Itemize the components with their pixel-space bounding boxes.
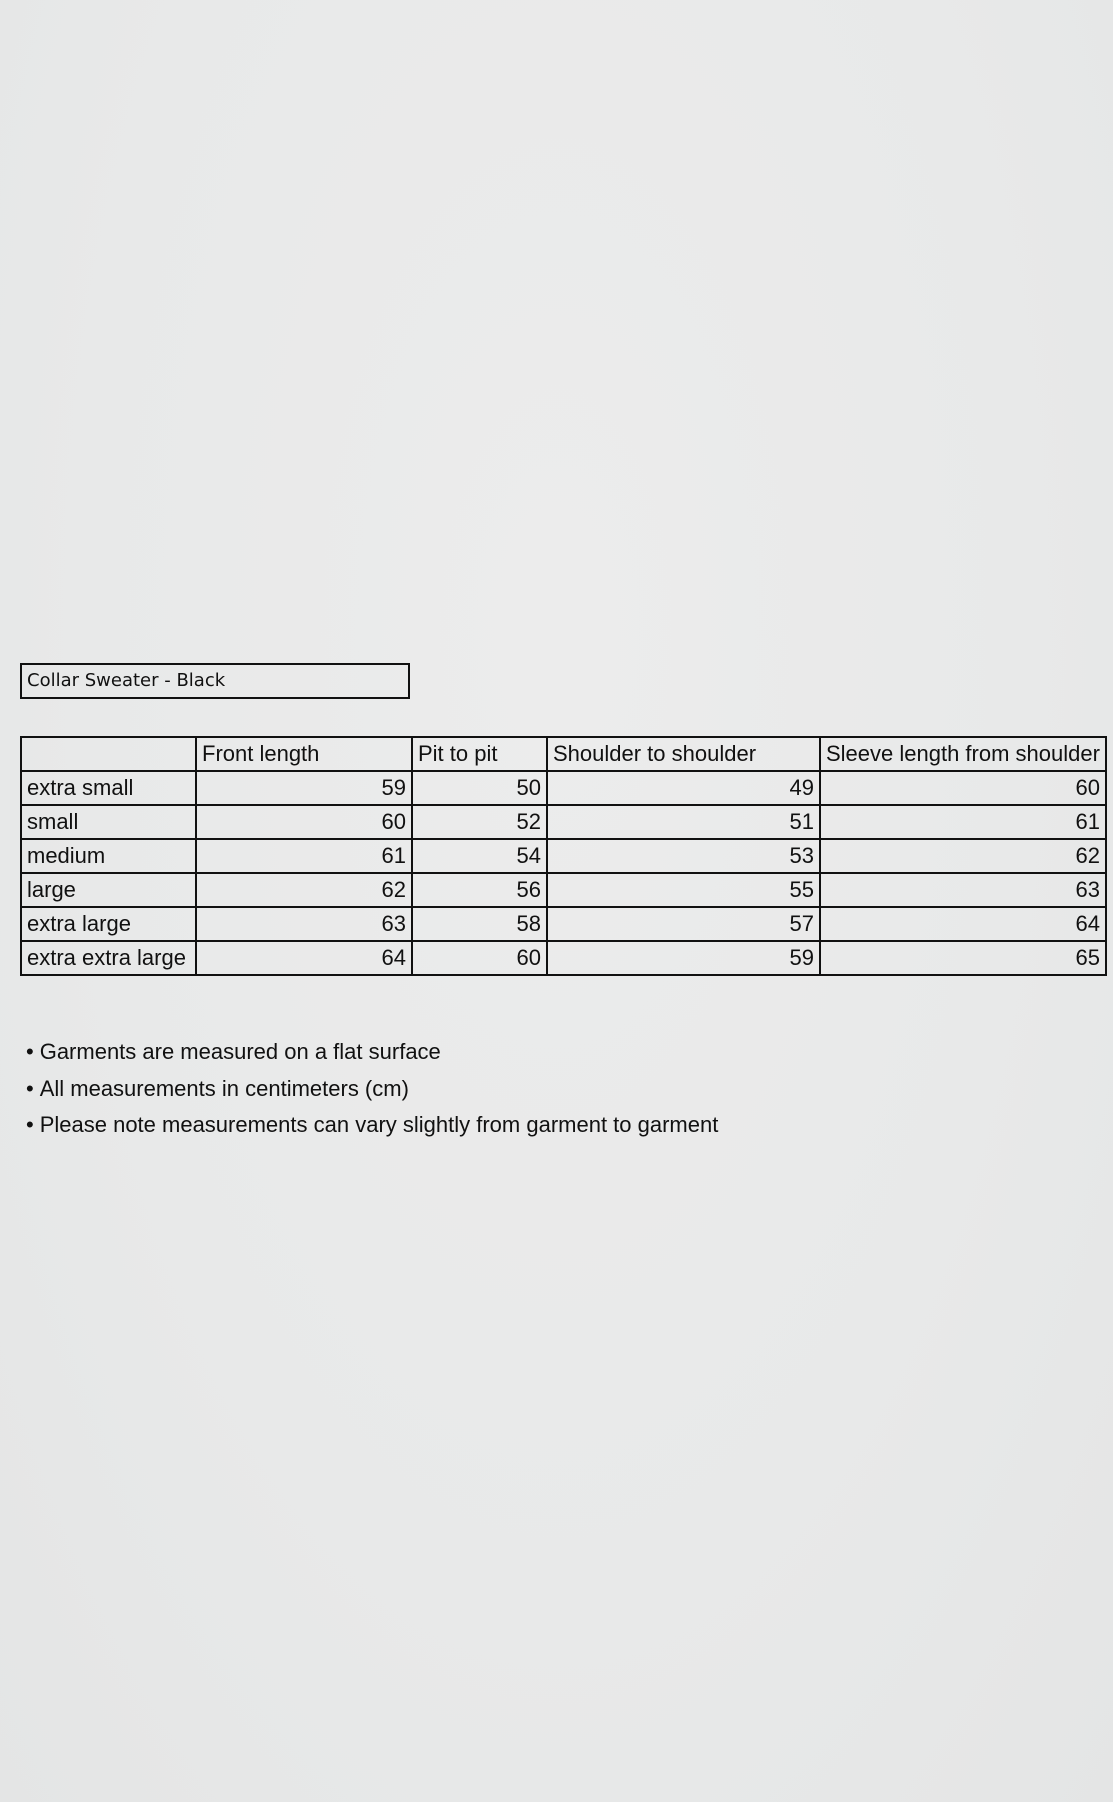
pit-to-pit-value: 54 bbox=[412, 839, 547, 873]
size-label: extra small bbox=[21, 771, 196, 805]
sleeve-length-value: 61 bbox=[820, 805, 1106, 839]
header-shoulder-to-shoulder: Shoulder to shoulder bbox=[547, 737, 820, 771]
front-length-value: 59 bbox=[196, 771, 412, 805]
size-label: large bbox=[21, 873, 196, 907]
product-title: Collar Sweater - Black bbox=[20, 663, 410, 699]
header-pit-to-pit: Pit to pit bbox=[412, 737, 547, 771]
header-front-length: Front length bbox=[196, 737, 412, 771]
sleeve-length-value: 60 bbox=[820, 771, 1106, 805]
pit-to-pit-value: 52 bbox=[412, 805, 547, 839]
front-length-value: 63 bbox=[196, 907, 412, 941]
table-row bbox=[21, 873, 1106, 907]
shoulder-to-shoulder-value: 59 bbox=[547, 941, 820, 975]
sleeve-length-value: 63 bbox=[820, 873, 1106, 907]
shoulder-to-shoulder-value: 53 bbox=[547, 839, 820, 873]
table-header-row bbox=[21, 737, 1106, 771]
note-item: • Garments are measured on a flat surface bbox=[26, 1034, 718, 1071]
note-item: • All measurements in centimeters (cm) bbox=[26, 1071, 718, 1108]
sleeve-length-value: 62 bbox=[820, 839, 1106, 873]
front-length-value: 60 bbox=[196, 805, 412, 839]
table-row bbox=[21, 839, 1106, 873]
pit-to-pit-value: 58 bbox=[412, 907, 547, 941]
shoulder-to-shoulder-value: 55 bbox=[547, 873, 820, 907]
front-length-value: 61 bbox=[196, 839, 412, 873]
size-label: medium bbox=[21, 839, 196, 873]
size-label: small bbox=[21, 805, 196, 839]
table-row bbox=[21, 941, 1106, 975]
table-row bbox=[21, 805, 1106, 839]
header-sleeve-length: Sleeve length from shoulder bbox=[820, 737, 1106, 771]
pit-to-pit-value: 56 bbox=[412, 873, 547, 907]
size-label: extra large bbox=[21, 907, 196, 941]
shoulder-to-shoulder-value: 51 bbox=[547, 805, 820, 839]
size-label: extra extra large bbox=[21, 941, 196, 975]
front-length-value: 64 bbox=[196, 941, 412, 975]
measurement-notes bbox=[26, 1034, 718, 1144]
shoulder-to-shoulder-value: 49 bbox=[547, 771, 820, 805]
pit-to-pit-value: 60 bbox=[412, 941, 547, 975]
table-row bbox=[21, 771, 1106, 805]
front-length-value: 62 bbox=[196, 873, 412, 907]
header-cell-empty bbox=[21, 737, 196, 771]
pit-to-pit-value: 50 bbox=[412, 771, 547, 805]
size-table bbox=[20, 736, 1107, 976]
sleeve-length-value: 65 bbox=[820, 941, 1106, 975]
shoulder-to-shoulder-value: 57 bbox=[547, 907, 820, 941]
note-item: • Please note measurements can vary slightly from garment to garment bbox=[26, 1107, 718, 1144]
sleeve-length-value: 64 bbox=[820, 907, 1106, 941]
table-row bbox=[21, 907, 1106, 941]
